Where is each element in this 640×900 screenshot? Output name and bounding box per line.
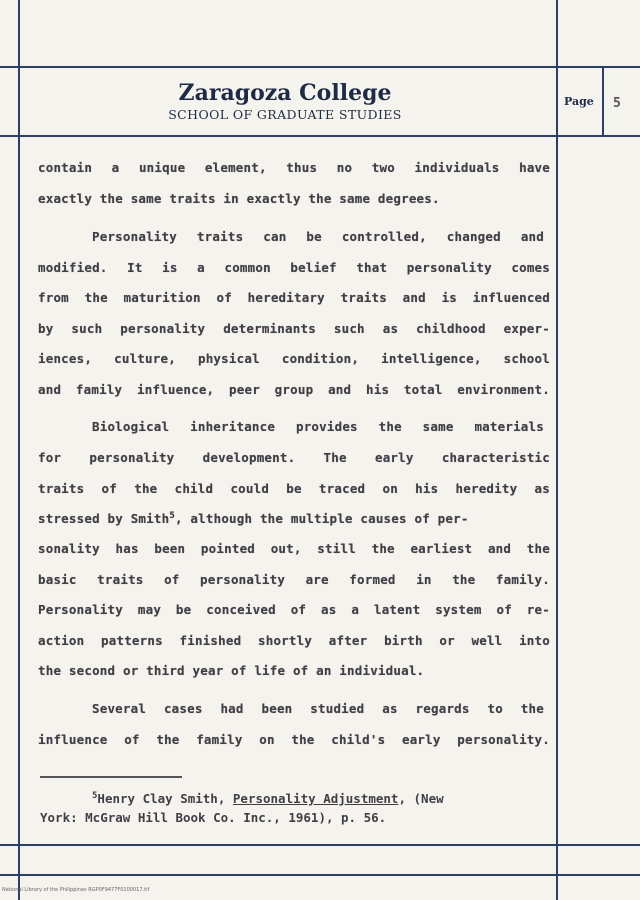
text-line: action patterns finished shortly after birth or well into xyxy=(38,633,550,648)
source-caption: National Library of the Philippines RGP0F9477F0100017.tif xyxy=(2,887,150,893)
text-line: contain a unique element, thus no two individuals have xyxy=(38,160,550,175)
text-line: and family influence, peer group and his total environment. xyxy=(38,382,550,397)
text-line: basic traits of personality are formed in the family. xyxy=(38,572,550,587)
text-line: from the maturition of hereditary traits and is influenced xyxy=(38,290,550,305)
footnote-line xyxy=(92,791,444,806)
text-line: for personality development. The early characteristic xyxy=(38,450,550,465)
footer-line-1 xyxy=(0,844,640,846)
text-line: the second or third year of life of an individual. xyxy=(38,663,425,678)
page-label: Page xyxy=(564,95,594,108)
footnote-book-title: Personality Adjustment xyxy=(232,791,399,806)
header-bottom-line xyxy=(0,135,640,137)
text-line: Several cases had been studied as regards to the xyxy=(92,701,544,716)
college-name: Zaragoza College xyxy=(178,80,392,106)
footnote-reference: 5 xyxy=(169,510,175,521)
footnote-line: York: McGraw Hill Book Co. Inc., 1961), p. 56. xyxy=(40,810,387,825)
text-line: Personality traits can be controlled, changed and xyxy=(92,229,544,244)
footnote-publication: , (New xyxy=(398,791,444,806)
page-box-divider xyxy=(602,68,604,136)
text-line: Biological inheritance provides the same materials xyxy=(92,419,544,434)
page-number: 5 xyxy=(613,96,621,111)
text-line: influence of the family on the child's early personality. xyxy=(38,732,550,747)
header-top-line xyxy=(0,66,640,68)
text-line: Personality may be conceived of as a latent system of re- xyxy=(38,602,550,617)
footnote-author: Henry Clay Smith, xyxy=(97,791,233,806)
footer-line-2 xyxy=(0,874,640,876)
text-line: sonality has been pointed out, still the earliest and the xyxy=(38,541,550,556)
text-line: iences, culture, physical condition, intelligence, school xyxy=(38,351,550,366)
footnote-marker: 5 xyxy=(92,790,98,801)
text-line: by such personality determinants such as childhood exper- xyxy=(38,321,550,336)
text-line: exactly the same traits in exactly the same degrees. xyxy=(38,191,440,206)
text-line: traits of the child could be traced on his heredity as xyxy=(38,481,550,496)
text-fragment: stressed by Smith xyxy=(38,511,170,526)
text-fragment: , although the multiple causes of per- xyxy=(174,511,469,526)
text-line xyxy=(38,511,550,526)
footnote-separator xyxy=(40,776,182,778)
school-name: SCHOOL OF GRADUATE STUDIES xyxy=(168,107,402,122)
text-line: modified. It is a common belief that personality comes xyxy=(38,260,550,275)
